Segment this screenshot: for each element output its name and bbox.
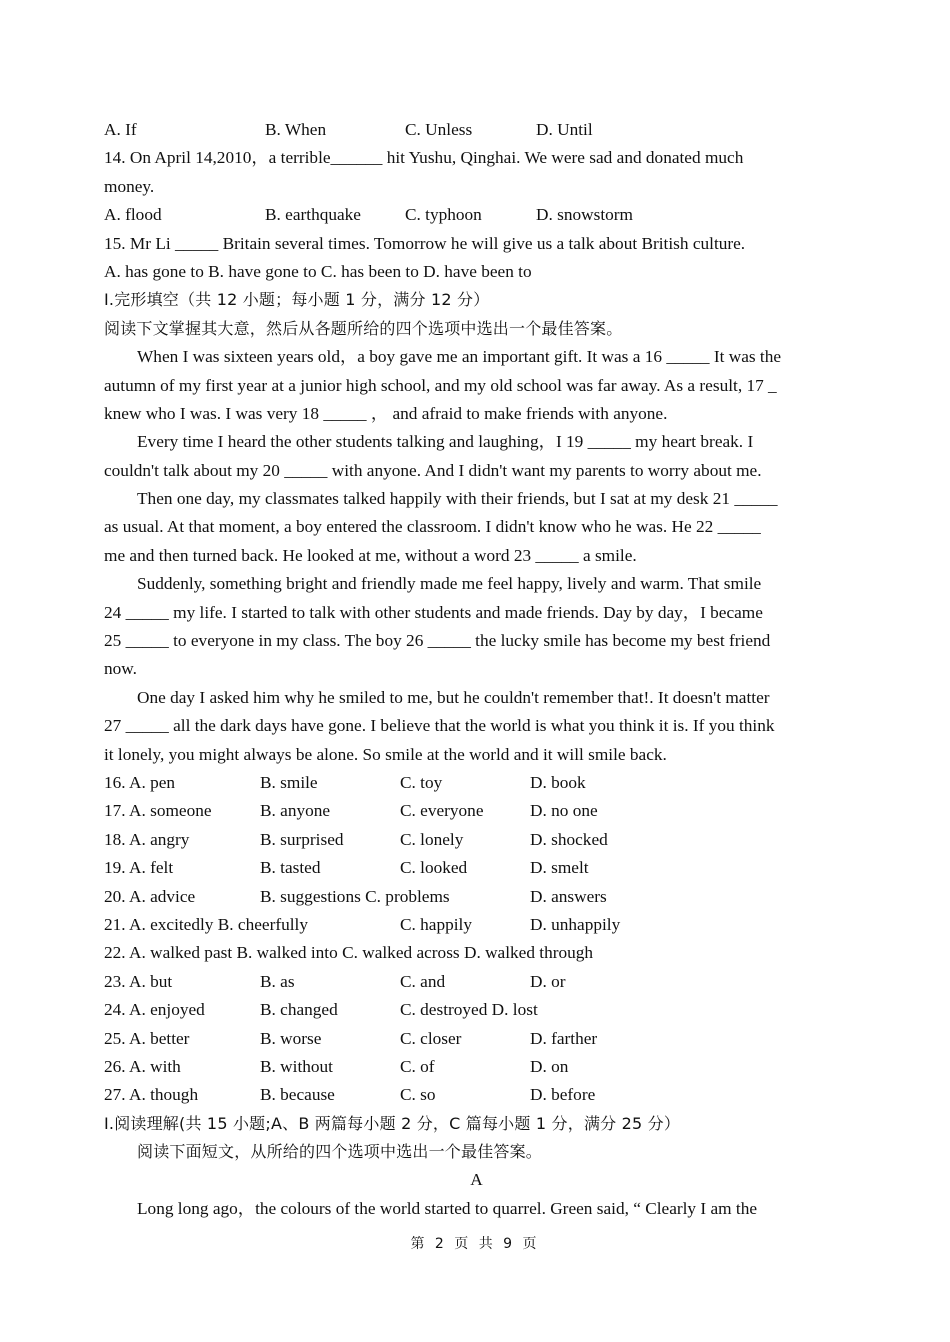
section-label: A [470, 1170, 483, 1190]
question-option: D. before [530, 1085, 596, 1105]
question-option: C. closer [400, 1028, 462, 1048]
question-option: C. of [400, 1056, 435, 1076]
question-row [104, 769, 849, 797]
question-option: D. shocked [530, 829, 608, 849]
question-option-a: 27. A. though [104, 1085, 199, 1105]
question-option-a: 17. A. someone [104, 801, 212, 821]
passage-line: 24 _____ my life. I started to talk with other students and made friends. Day by day，I became [104, 602, 763, 622]
question-row [104, 1081, 849, 1109]
q14-options [104, 201, 849, 229]
question-row [104, 939, 849, 967]
question-option: B. anyone [260, 801, 331, 821]
passage-line: Every time I heard the other students talking and laughing，I 19 _____ my heart break. I [137, 432, 754, 452]
question-option: B. worse [260, 1028, 322, 1048]
question-option: D. or [530, 971, 566, 991]
question-option: C. everyone [400, 801, 484, 821]
passage-line: couldn't talk about my 20 _____ with anyone. And I didn't want my parents to worry about me. [104, 460, 762, 480]
question-option: B. smile [260, 772, 318, 792]
question-option-a: 22. A. walked past B. walked into C. walked across D. walked through [104, 943, 594, 963]
passage-line: Suddenly, something bright and friendly made me feel happy, lively and warm. That smile [137, 574, 762, 594]
exam-page [104, 116, 849, 1223]
question-option: B. tasted [260, 858, 321, 878]
question-option: C. and [400, 971, 446, 991]
reading-first-line: Long long ago，the colours of the world started to quarrel. Green said, “ Clearly I am the [137, 1198, 758, 1218]
option: B. When [265, 120, 327, 139]
passage-line: it lonely, you might always be alone. So smile at the world and it will smile back. [104, 744, 667, 764]
question-option-a: 25. A. better [104, 1028, 190, 1048]
question-row [104, 797, 849, 825]
reading-heading: I.阅读理解(共 15 小题;A、B 两篇每小题 2 分，C 篇每小题 1 分，满分 25 分） [104, 1113, 681, 1133]
q13-options [104, 116, 849, 144]
question-row [104, 968, 849, 996]
option: A. If [104, 120, 137, 139]
question-option: B. suggestions C. problems [260, 886, 450, 906]
question-option: C. toy [400, 772, 443, 792]
cloze-passage [104, 343, 849, 769]
question-option: D. on [530, 1056, 569, 1076]
q14-stem-cont: money. [104, 176, 155, 196]
question-option: B. without [260, 1056, 333, 1076]
question-option: B. because [260, 1085, 335, 1105]
passage-line: as usual. At that moment, a boy entered the classroom. I didn't know who he was. He 22 _____ [104, 517, 761, 537]
question-option-a: 23. A. but [104, 971, 173, 991]
option: A. flood [104, 205, 162, 225]
passage-line: Then one day, my classmates talked happily with their friends, but I sat at my desk 21 _____ [137, 489, 778, 509]
question-row [104, 854, 849, 882]
passage-line: now. [104, 659, 137, 679]
question-option-a: 18. A. angry [104, 829, 190, 849]
option: C. typhoon [405, 205, 482, 225]
question-option: D. no one [530, 801, 598, 821]
option: C. Unless [405, 120, 473, 139]
question-option: D. book [530, 772, 586, 792]
question-row [104, 996, 849, 1024]
passage-line: me and then turned back. He looked at me, without a word 23 _____ a smile. [104, 545, 637, 565]
passage-line: When I was sixteen years old，a boy gave me an important gift. It was a 16 _____ It was the [137, 347, 782, 367]
question-row [104, 911, 849, 939]
option: B. earthquake [265, 205, 361, 225]
passage-line: 27 _____ all the dark days have gone. I believe that the world is what you think it is. If you think [104, 716, 775, 736]
q15-options: A. has gone to B. have gone to C. has been to D. have been to [104, 261, 532, 281]
cloze-questions [104, 769, 849, 1110]
question-option: D. unhappily [530, 914, 621, 934]
question-option-a: 21. A. excitedly B. cheerfully [104, 914, 308, 934]
passage-line: One day I asked him why he smiled to me, but he couldn't remember that!. It doesn't matter [137, 687, 770, 707]
question-option: D. smelt [530, 858, 589, 878]
question-option: C. destroyed D. lost [400, 1000, 538, 1020]
cloze-heading: I.完形填空（共 12 小题；每小题 1 分，满分 12 分） [104, 290, 490, 310]
question-option: C. looked [400, 858, 468, 878]
q15-stem: 15. Mr Li _____ Britain several times. Tomorrow he will give us a talk about British culture. [104, 233, 746, 253]
question-option: C. happily [400, 914, 473, 934]
passage-line: knew who I was. I was very 18 _____ ， and afraid to make friends with anyone. [104, 403, 668, 423]
question-option-a: 24. A. enjoyed [104, 1000, 205, 1020]
question-option: C. lonely [400, 829, 464, 849]
question-option: B. as [260, 971, 295, 991]
question-row [104, 1053, 849, 1081]
question-row [104, 883, 849, 911]
question-row [104, 1025, 849, 1053]
option: D. Until [536, 120, 593, 139]
reading-instruction: 阅读下面短文，从所给的四个选项中选出一个最佳答案。 [137, 1142, 543, 1162]
question-option: D. answers [530, 886, 607, 906]
question-option-a: 26. A. with [104, 1056, 181, 1076]
page-footer: 第 2 页 共 9 页 [410, 1236, 540, 1252]
question-option-a: 20. A. advice [104, 886, 196, 906]
question-option-a: 19. A. felt [104, 858, 174, 878]
option: D. snowstorm [536, 205, 633, 225]
cloze-instruction: 阅读下文掌握其大意，然后从各题所给的四个选项中选出一个最佳答案。 [104, 318, 623, 338]
passage-line: autumn of my first year at a junior high school, and my old school was far away. As a result, 17 _ [104, 375, 777, 395]
question-option: B. surprised [260, 829, 344, 849]
question-option-a: 16. A. pen [104, 772, 176, 792]
question-option: D. farther [530, 1028, 598, 1048]
question-option: C. so [400, 1085, 436, 1105]
q14-stem: 14. On April 14,2010，a terrible______ hit Yushu, Qinghai. We were sad and donated much [104, 148, 744, 168]
question-row [104, 826, 849, 854]
question-option: B. changed [260, 1000, 338, 1020]
passage-line: 25 _____ to everyone in my class. The boy 26 _____ the lucky smile has become my best friend [104, 631, 771, 651]
